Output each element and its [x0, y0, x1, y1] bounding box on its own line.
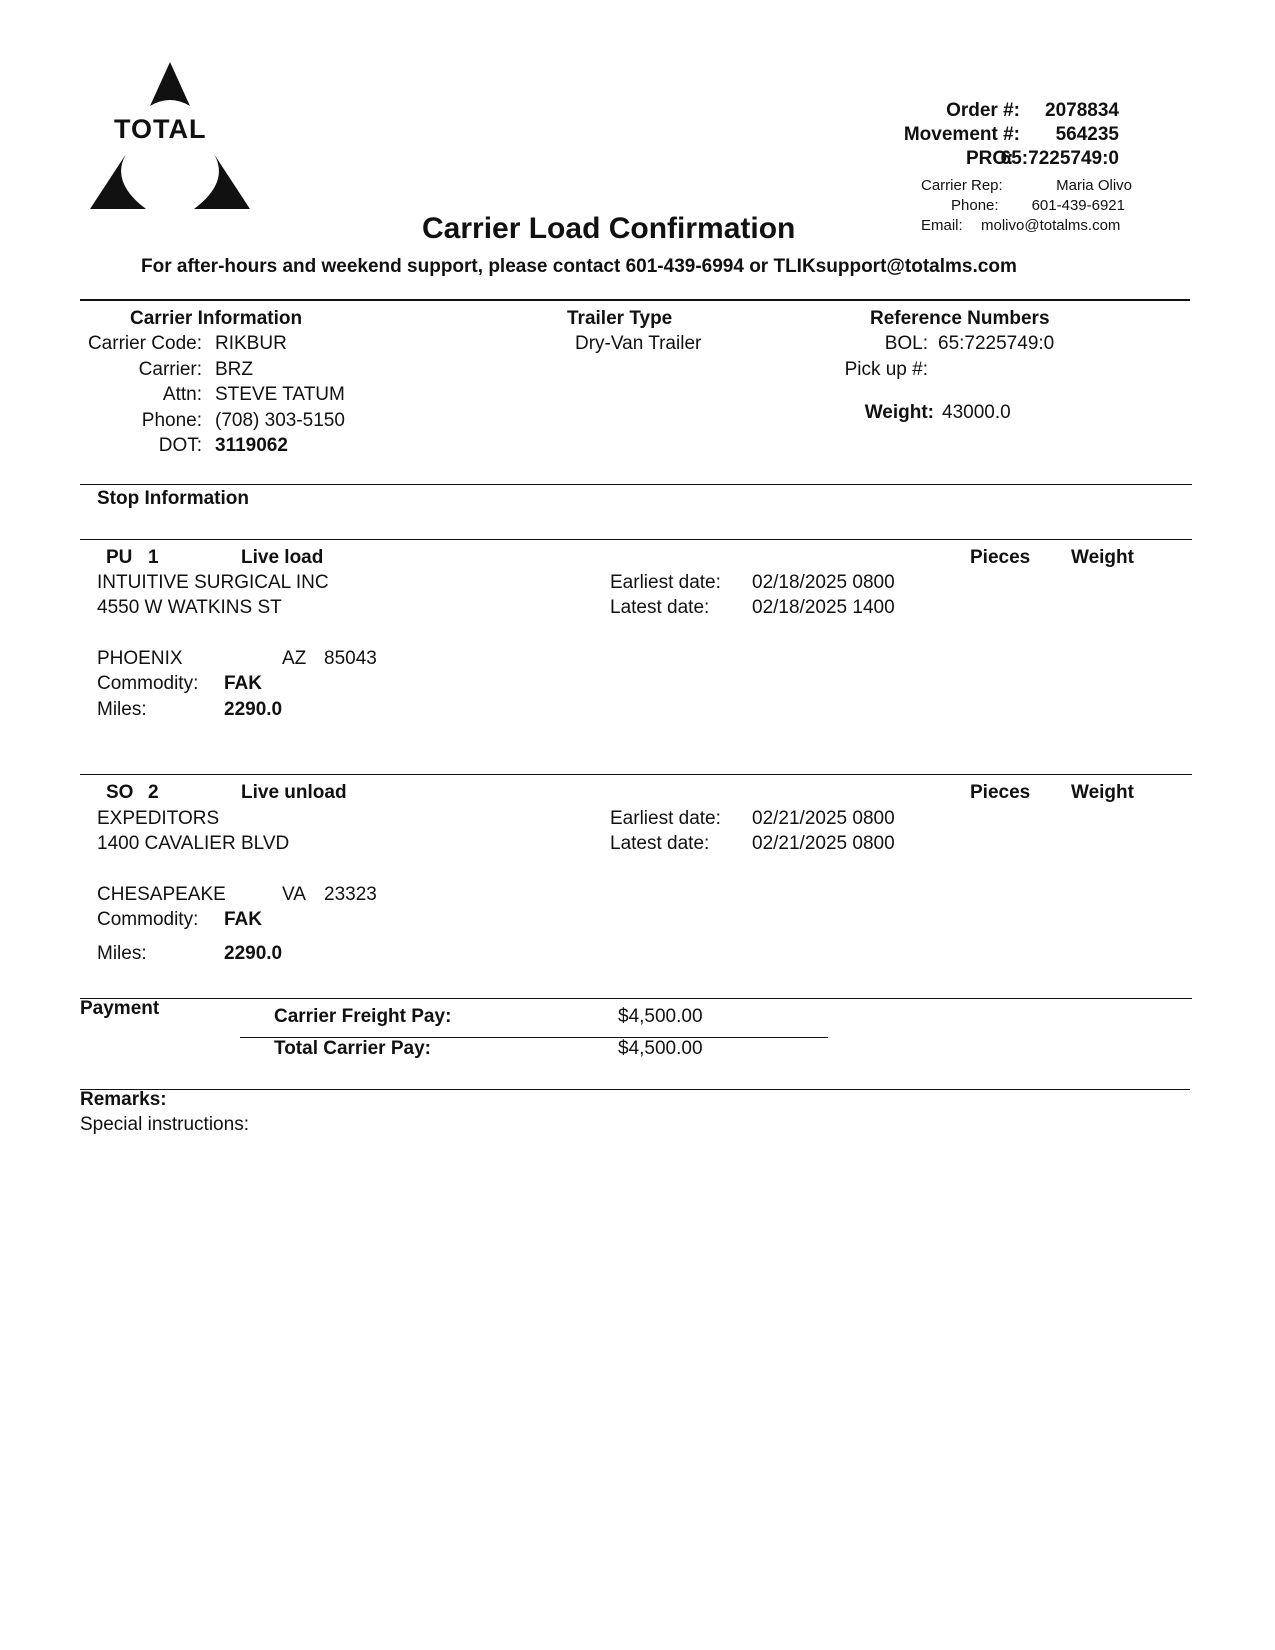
weight-header: Weight — [1071, 782, 1134, 803]
divider — [80, 774, 1192, 775]
pro-value: 65:7225749:0 — [1000, 148, 1119, 169]
support-line: For after-hours and weekend support, please contact 601-439-6994 or TLIKsupport@totalms.com — [141, 256, 1017, 277]
movement-value: 564235 — [1055, 124, 1119, 145]
page-title: Carrier Load Confirmation — [422, 212, 796, 245]
earliest-label: Earliest date: — [610, 572, 721, 593]
payment-heading: Payment — [80, 998, 160, 1019]
carrier-phone-label: Phone: — [141, 410, 202, 431]
trailer-heading: Trailer Type — [567, 308, 673, 329]
trailer-value: Dry-Van Trailer — [575, 333, 702, 354]
carrier-code-label: Carrier Code: — [87, 333, 202, 354]
carrier-code-value: RIKBUR — [215, 333, 287, 354]
commodity-label: Commodity: — [97, 909, 199, 930]
reference-heading: Reference Numbers — [870, 308, 1050, 329]
pro-label: PRO: — [966, 148, 1014, 169]
remarks-heading: Remarks: — [80, 1089, 167, 1110]
dot-label: DOT: — [158, 435, 202, 456]
carrier-rep-value: Maria Olivo — [1056, 177, 1132, 194]
earliest-label: Earliest date: — [610, 808, 721, 829]
commodity-value: FAK — [224, 909, 262, 930]
latest-value: 02/18/2025 1400 — [752, 597, 895, 618]
carrier-heading: Carrier Information — [130, 308, 303, 329]
stop-zip: 85043 — [324, 648, 377, 669]
stop-address: 4550 W WATKINS ST — [97, 597, 282, 618]
stop-number: 1 — [148, 547, 159, 568]
attn-value: STEVE TATUM — [215, 384, 345, 405]
pieces-header: Pieces — [970, 547, 1031, 568]
carrier-phone-value: (708) 303-5150 — [215, 410, 345, 431]
commodity-value: FAK — [224, 673, 262, 694]
latest-label: Latest date: — [610, 833, 710, 854]
latest-label: Latest date: — [610, 597, 710, 618]
rep-email-label: Email: — [921, 217, 963, 234]
bol-value: 65:7225749:0 — [938, 333, 1055, 354]
pieces-header: Pieces — [970, 782, 1031, 803]
stop-type: SO — [106, 782, 134, 803]
divider — [80, 299, 1190, 301]
stop-name: EXPEDITORS — [97, 808, 220, 829]
weight-value: 43000.0 — [942, 402, 1011, 423]
movement-label: Movement #: — [903, 124, 1020, 145]
stop-address: 1400 CAVALIER BLVD — [97, 833, 290, 854]
stop-name: INTUITIVE SURGICAL INC — [97, 572, 329, 593]
weight-label: Weight: — [864, 402, 934, 423]
earliest-value: 02/18/2025 0800 — [752, 572, 895, 593]
pickup-label: Pick up #: — [844, 359, 928, 380]
rep-phone-label: Phone: — [951, 197, 999, 214]
earliest-value: 02/21/2025 0800 — [752, 808, 895, 829]
rep-phone-value: 601-439-6921 — [1031, 197, 1125, 214]
special-instructions-label: Special instructions: — [80, 1114, 249, 1135]
stop-city: CHESAPEAKE — [97, 884, 226, 905]
stop-number: 2 — [148, 782, 159, 803]
logo-text: TOTAL — [114, 114, 207, 144]
stop-state: VA — [282, 884, 306, 905]
freight-pay-value: $4,500.00 — [618, 1006, 703, 1027]
stop-mode: Live unload — [241, 782, 347, 803]
dot-value: 3119062 — [215, 435, 288, 456]
stop-info-heading: Stop Information — [97, 488, 249, 509]
order-label: Order #: — [946, 100, 1020, 121]
miles-label: Miles: — [97, 943, 147, 964]
stop-city: PHOENIX — [97, 648, 183, 669]
carrier-rep-label: Carrier Rep: — [921, 177, 1003, 194]
rep-email-value[interactable]: molivo@totalms.com — [981, 217, 1121, 234]
freight-pay-label: Carrier Freight Pay: — [274, 1006, 452, 1027]
miles-value: 2290.0 — [224, 699, 283, 720]
total-pay-label: Total Carrier Pay: — [274, 1038, 431, 1059]
divider — [80, 1089, 1190, 1090]
carrier-label: Carrier: — [138, 359, 202, 380]
stop-type: PU — [106, 547, 133, 568]
stop-mode: Live load — [241, 547, 324, 568]
divider — [80, 539, 1192, 540]
carrier-value: BRZ — [215, 359, 253, 380]
divider — [80, 998, 1192, 999]
order-value: 2078834 — [1045, 100, 1119, 121]
divider — [80, 484, 1192, 485]
total-pay-value: $4,500.00 — [618, 1038, 703, 1059]
stop-state: AZ — [282, 648, 307, 669]
weight-header: Weight — [1071, 547, 1134, 568]
commodity-label: Commodity: — [97, 673, 199, 694]
latest-value: 02/21/2025 0800 — [752, 833, 895, 854]
stop-zip: 23323 — [324, 884, 377, 905]
bol-label: BOL: — [884, 333, 928, 354]
attn-label: Attn: — [162, 384, 202, 405]
miles-value: 2290.0 — [224, 943, 283, 964]
company-logo — [88, 62, 258, 210]
miles-label: Miles: — [97, 699, 147, 720]
